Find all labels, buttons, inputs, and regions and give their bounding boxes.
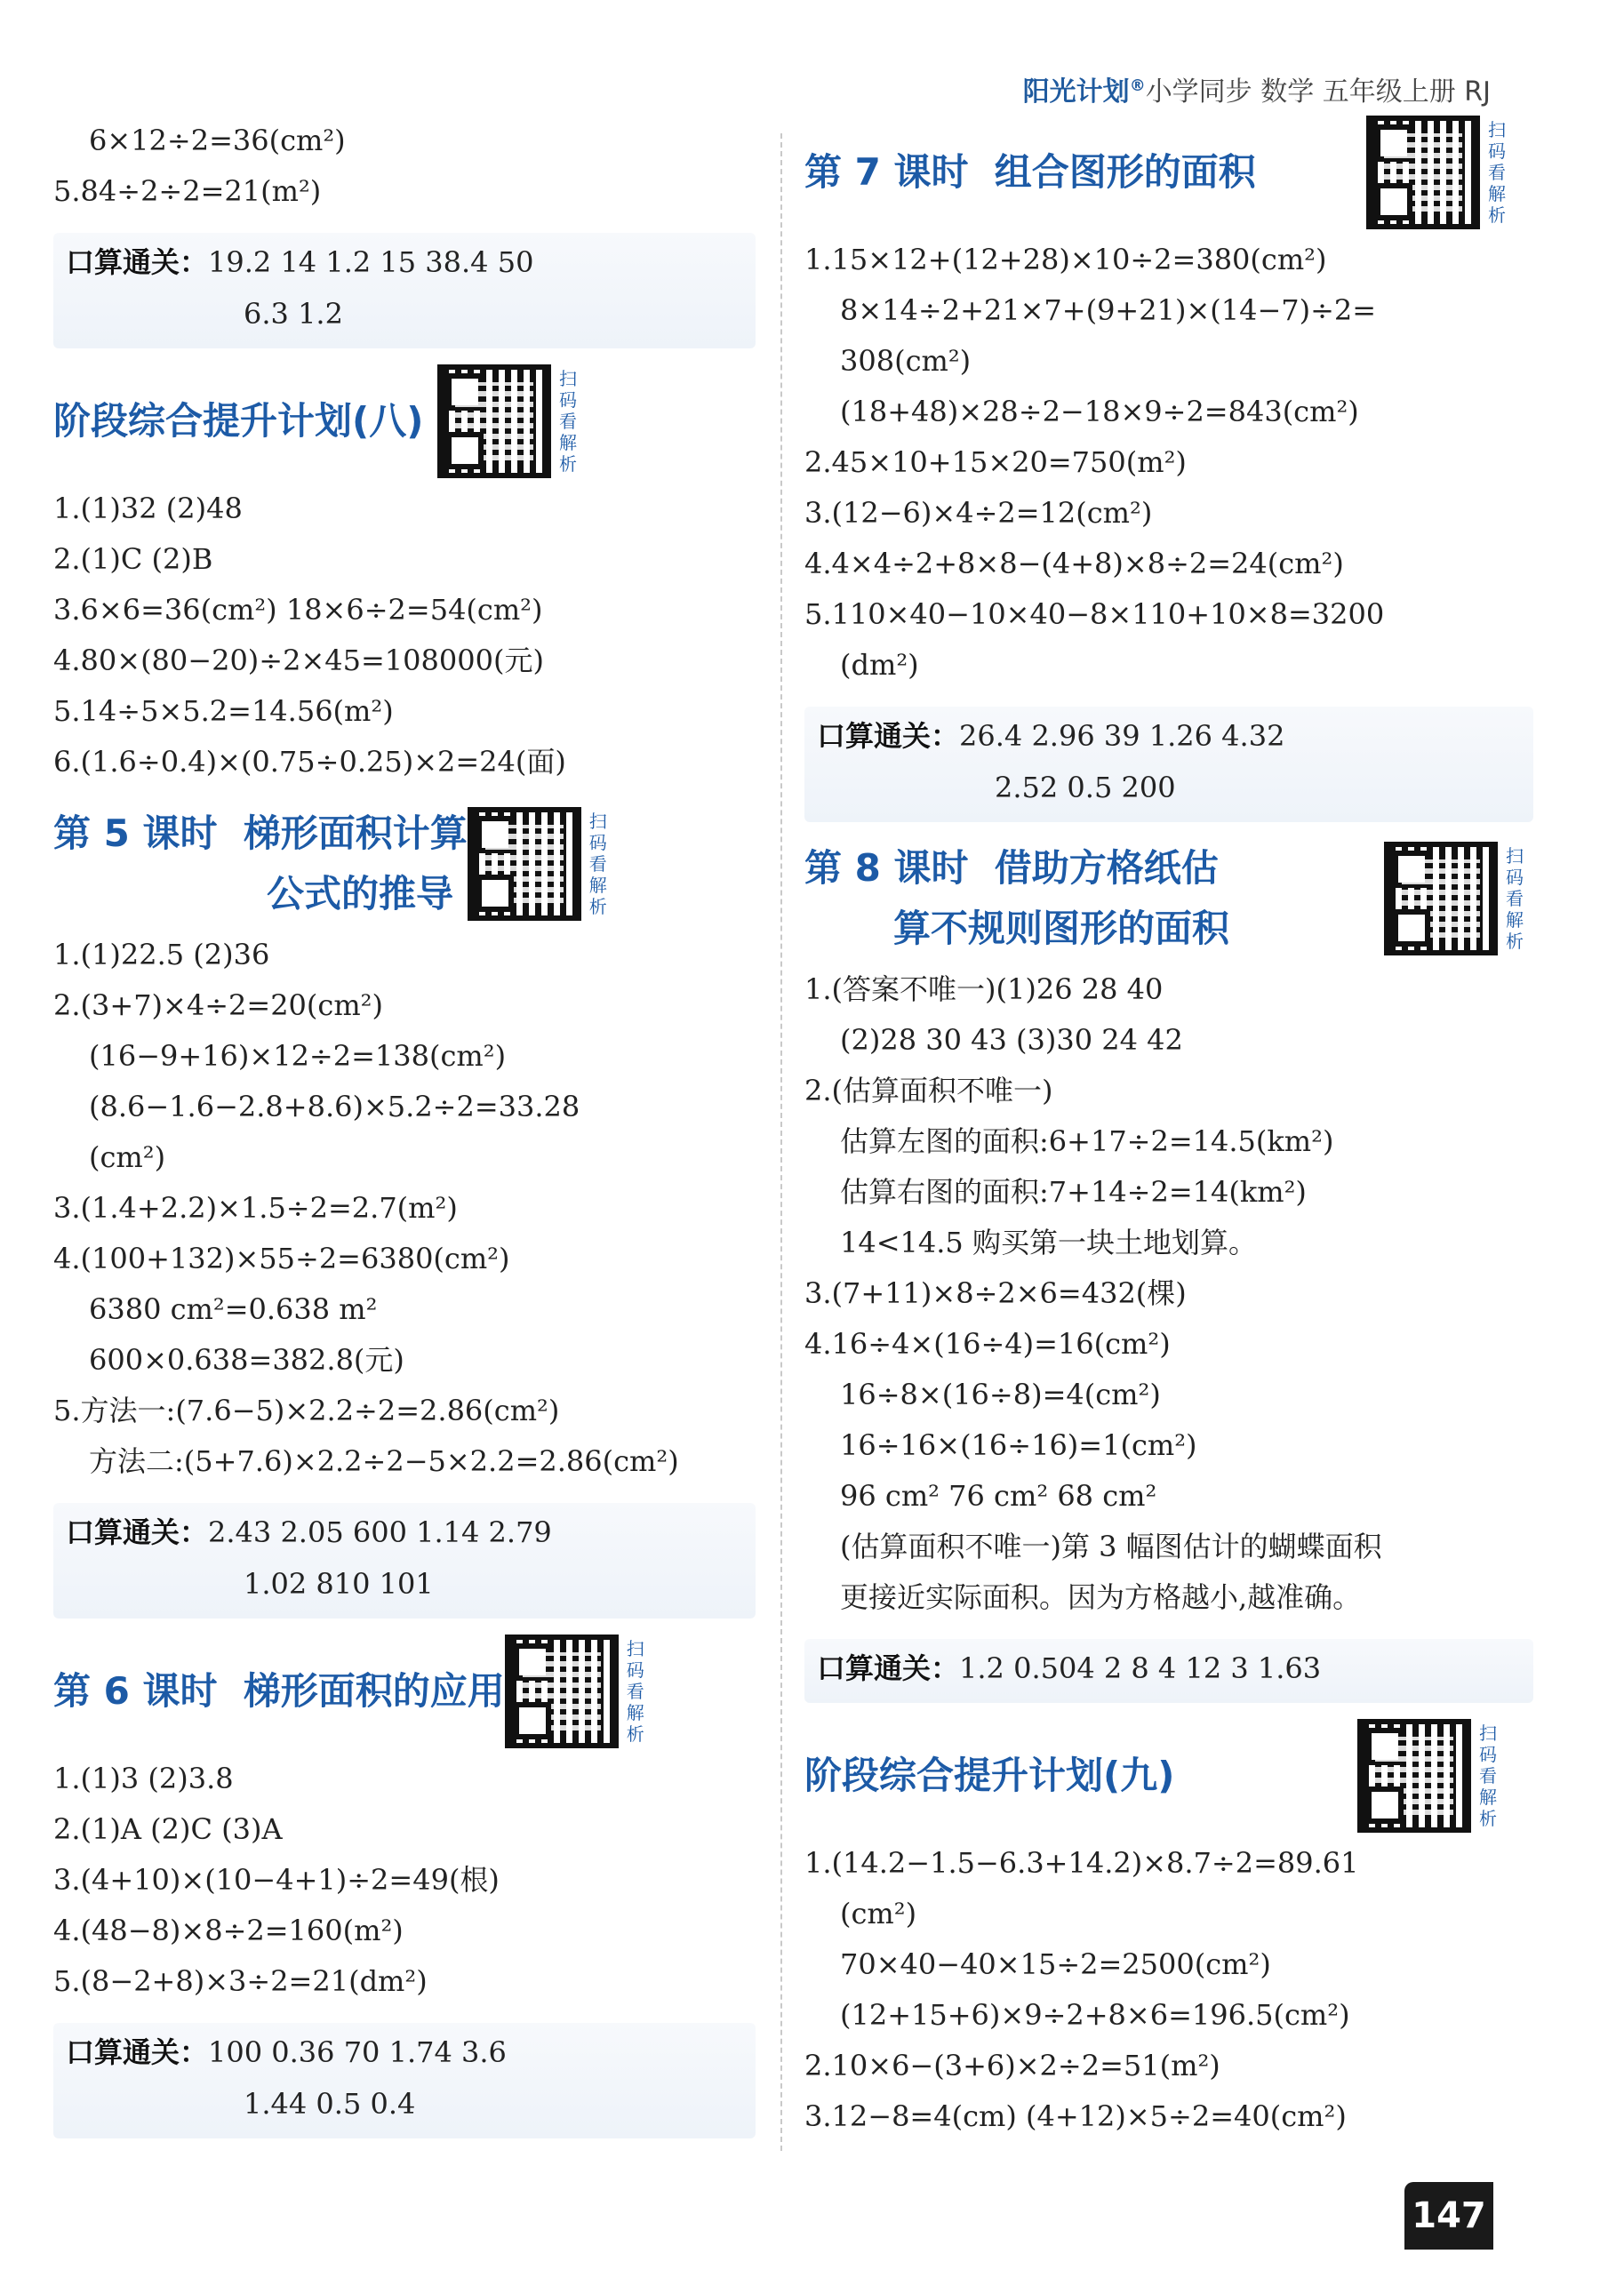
answer-line: 5.14÷5×5.2=14.56(m²) xyxy=(53,694,394,728)
oral-calc-values: 100 0.36 70 1.74 3.6 xyxy=(208,2035,507,2069)
oral-calc-values: 1.02 810 101 xyxy=(244,1567,434,1601)
answer-line: 2.10×6−(3+6)×2÷2=51(m²) xyxy=(804,2049,1220,2082)
answer-line: 3.6×6=36(cm²) 18×6÷2=54(cm²) xyxy=(53,593,543,627)
answer-line: 308(cm²) xyxy=(840,344,972,378)
answer-line: 2.(估算面积不唯一) xyxy=(804,1074,1053,1107)
oral-calc-values: 1.44 0.5 0.4 xyxy=(244,2087,416,2121)
qr-code-icon[interactable] xyxy=(437,364,551,478)
scan-hint: 扫码看解析 xyxy=(1506,845,1524,952)
qr-code-icon[interactable] xyxy=(1384,842,1498,955)
answer-line: 2.(1)A (2)C (3)A xyxy=(53,1812,283,1846)
qr-code-icon[interactable] xyxy=(505,1635,619,1748)
registered-mark: ® xyxy=(1129,76,1146,95)
answer-line: 4.(100+132)×55÷2=6380(cm²) xyxy=(53,1242,510,1275)
answer-line: 16÷16×(16÷16)=1(cm²) xyxy=(840,1428,1197,1462)
section-heading: 第 6 课时 梯形面积的应用 xyxy=(53,1669,505,1713)
section-title-lesson5 xyxy=(53,803,756,924)
oral-calc-values: 1.2 0.504 2 8 4 12 3 1.63 xyxy=(959,1651,1322,1685)
answer-line: 5.110×40−10×40−8×110+10×8=3200 xyxy=(804,597,1385,631)
answer-line: (cm²) xyxy=(89,1140,166,1174)
answer-line: (估算面积不唯一)第 3 幅图估计的蝴蝶面积 xyxy=(840,1530,1382,1563)
right-column xyxy=(804,116,1533,2142)
answer-line: 5.方法一:(7.6−5)×2.2÷2=2.86(cm²) xyxy=(53,1394,560,1427)
answer-line: 4.16÷4×(16÷4)=16(cm²) xyxy=(804,1327,1171,1361)
oral-calc-label: 口算通关： xyxy=(66,1515,209,1549)
heading-line-1: 第 5 课时 梯形面积计算 xyxy=(53,811,468,855)
answer-line: (2)28 30 43 (3)30 24 42 xyxy=(840,1023,1183,1057)
oral-calc-box xyxy=(53,1503,756,1619)
section-heading: 阶段综合提升计划(九) xyxy=(804,1754,1175,1797)
answer-line: 4.(48−8)×8÷2=160(m²) xyxy=(53,1914,404,1947)
oral-calc-label: 口算通关： xyxy=(66,245,209,279)
oral-calc-label: 口算通关： xyxy=(817,1651,960,1685)
answer-line: (18+48)×28÷2−18×9÷2=843(cm²) xyxy=(840,395,1359,428)
answer-line: 1.(1)3 (2)3.8 xyxy=(53,1762,234,1795)
answer-line: 8×14÷2+21×7+(9+21)×(14−7)÷2= xyxy=(840,293,1377,327)
answer-line: (cm²) xyxy=(840,1897,917,1930)
column-divider xyxy=(780,133,782,2151)
oral-calc-label: 口算通关： xyxy=(66,2035,209,2069)
heading-line-1: 第 8 课时 借助方格纸估 xyxy=(804,846,1219,890)
answer-line: (8.6−1.6−2.8+8.6)×5.2÷2=33.28 xyxy=(89,1090,580,1123)
section-heading: 第 7 课时 组合图形的面积 xyxy=(804,150,1256,194)
answer-line: 5.84÷2÷2=21(m²) xyxy=(53,174,322,208)
page-header xyxy=(1023,69,1491,108)
answer-line: 更接近实际面积。因为方格越小,越准确。 xyxy=(840,1580,1362,1614)
answer-line: 4.4×4÷2+8×8−(4+8)×8÷2=24(cm²) xyxy=(804,547,1344,580)
answer-line: 1.15×12+(12+28)×10÷2=380(cm²) xyxy=(804,243,1327,276)
answer-line: 1.(14.2−1.5−6.3+14.2)×8.7÷2=89.61 xyxy=(804,1846,1359,1880)
answer-line: 600×0.638=382.8(元) xyxy=(89,1343,404,1377)
answer-line: 70×40−40×15÷2=2500(cm²) xyxy=(840,1947,1271,1981)
oral-calc-box xyxy=(53,2023,756,2138)
oral-calc-values: 26.4 2.96 39 1.26 4.32 xyxy=(959,719,1285,753)
oral-calc-box xyxy=(804,1639,1533,1703)
brand-name: 阳光计划 xyxy=(1022,76,1130,108)
oral-calc-values: 2.52 0.5 200 xyxy=(995,771,1176,804)
answer-line: 3.(1.4+2.2)×1.5÷2=2.7(m²) xyxy=(53,1191,458,1225)
answer-line: 16÷8×(16÷8)=4(cm²) xyxy=(840,1378,1161,1411)
qr-code-icon[interactable] xyxy=(1366,116,1480,229)
section-heading xyxy=(53,803,468,924)
answer-line: 6.(1.6÷0.4)×(0.75÷0.25)×2=24(面) xyxy=(53,745,566,779)
qr-code-icon[interactable] xyxy=(1357,1719,1471,1833)
oral-calc-box xyxy=(804,707,1533,822)
answer-line: 5.(8−2+8)×3÷2=21(dm²) xyxy=(53,1964,428,1998)
oral-calc-values: 2.43 2.05 600 1.14 2.79 xyxy=(208,1515,552,1549)
answer-line: 2.45×10+15×20=750(m²) xyxy=(804,445,1187,479)
answer-line: 1.(1)32 (2)48 xyxy=(53,492,243,525)
answer-line: 2.(1)C (2)B xyxy=(53,542,213,576)
answer-line: 3.12−8=4(cm) (4+12)×5÷2=40(cm²) xyxy=(804,2099,1347,2133)
answer-line: 96 cm² 76 cm² 68 cm² xyxy=(840,1479,1157,1513)
oral-calc-values: 19.2 14 1.2 15 38.4 50 xyxy=(208,245,534,279)
heading-line-2: 算不规则图形的面积 xyxy=(893,907,1230,950)
section-title-jiu xyxy=(804,1719,1533,1833)
answer-line: 1.(1)22.5 (2)36 xyxy=(53,938,270,971)
answer-line: 2.(3+7)×4÷2=20(cm²) xyxy=(53,988,383,1022)
answer-line: 4.80×(80−20)÷2×45=108000(元) xyxy=(53,643,544,677)
page-number: 147 xyxy=(1404,2182,1493,2250)
answer-line: 6×12÷2=36(cm²) xyxy=(89,124,346,157)
scan-hint: 扫码看解析 xyxy=(588,811,607,917)
scan-hint: 扫码看解析 xyxy=(559,368,577,475)
qr-code-icon[interactable] xyxy=(468,807,581,921)
section-title-ba xyxy=(53,364,756,478)
scan-hint: 扫码看解析 xyxy=(1488,119,1506,226)
oral-calc-box xyxy=(53,233,756,348)
answer-line: 3.(12−6)×4÷2=12(cm²) xyxy=(804,496,1153,530)
answer-line: (12+15+6)×9÷2+8×6=196.5(cm²) xyxy=(840,1998,1350,2032)
answer-line: (16−9+16)×12÷2=138(cm²) xyxy=(89,1039,507,1073)
section-title-lesson8 xyxy=(804,838,1533,959)
section-heading: 阶段综合提升计划(八) xyxy=(53,399,424,443)
answer-line: (dm²) xyxy=(840,648,919,682)
answer-line: 6380 cm²=0.638 m² xyxy=(89,1292,378,1326)
answer-line: 3.(7+11)×8÷2×6=432(棵) xyxy=(804,1276,1187,1310)
book-info: 小学同步 数学 五年级上册 RJ xyxy=(1145,76,1491,108)
section-title-lesson7 xyxy=(804,116,1533,229)
section-title-lesson6 xyxy=(53,1635,756,1748)
scan-hint: 扫码看解析 xyxy=(626,1638,644,1745)
answer-line: 3.(4+10)×(10−4+1)÷2=49(根) xyxy=(53,1863,500,1897)
oral-calc-values: 6.3 1.2 xyxy=(244,297,343,331)
answer-line: 估算右图的面积:7+14÷2=14(km²) xyxy=(840,1175,1307,1209)
oral-calc-label: 口算通关： xyxy=(817,719,960,753)
answer-line: 14<14.5 购买第一块土地划算。 xyxy=(840,1226,1257,1259)
answer-line: 方法二:(5+7.6)×2.2÷2−5×2.2=2.86(cm²) xyxy=(89,1444,679,1478)
scan-hint: 扫码看解析 xyxy=(1479,1722,1497,1829)
answer-line: 1.(答案不唯一)(1)26 28 40 xyxy=(804,972,1164,1006)
heading-line-2: 公式的推导 xyxy=(267,872,454,915)
section-heading xyxy=(804,838,1229,959)
left-column xyxy=(53,116,756,2142)
answer-line: 估算左图的面积:6+17÷2=14.5(km²) xyxy=(840,1124,1334,1158)
